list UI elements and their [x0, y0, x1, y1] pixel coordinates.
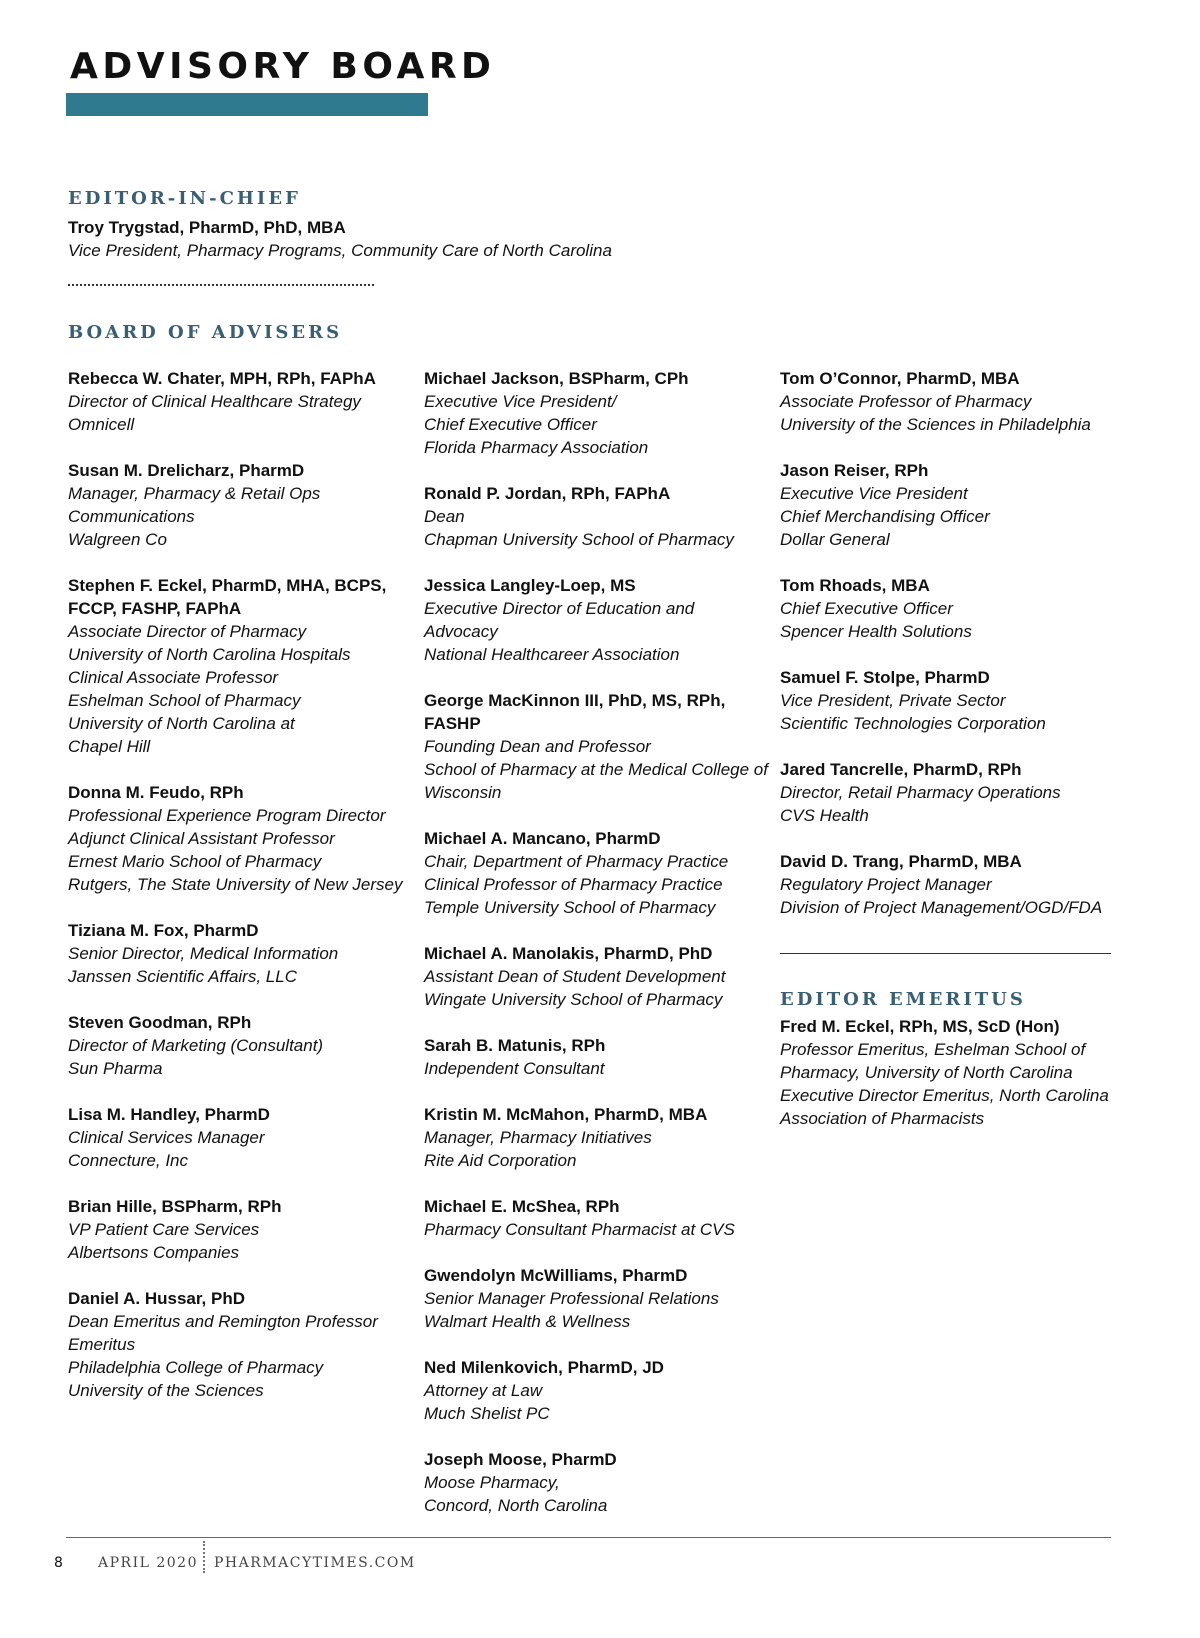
adviser-role: Philadelphia College of Pharmacy: [68, 1358, 324, 1377]
adviser-entry: [424, 574, 769, 666]
footer-separator: [203, 1541, 205, 1573]
editor-in-chief-entry: [68, 216, 612, 262]
adviser-role: Associate Professor of Pharmacy: [780, 392, 1032, 411]
adviser-entry: [424, 827, 769, 919]
adviser-name: Sarah B. Matunis, RPh: [424, 1036, 606, 1055]
adviser-entry: [68, 574, 408, 758]
adviser-role: Concord, North Carolina: [424, 1496, 608, 1515]
adviser-entry: [424, 689, 769, 804]
site-url: PHARMACYTIMES.COM: [214, 1555, 416, 1571]
adviser-name: Brian Hille, BSPharm, RPh: [68, 1197, 282, 1216]
adviser-role: Spencer Health Solutions: [780, 622, 972, 641]
adviser-role: Wisconsin: [424, 783, 502, 802]
adviser-role: Clinical Services Manager: [68, 1128, 265, 1147]
editor-emeritus-heading: EDITOR EMERITUS: [780, 989, 1026, 1010]
adviser-name: Michael A. Mancano, PharmD: [424, 829, 661, 848]
adviser-role: Chief Merchandising Officer: [780, 507, 990, 526]
adviser-name: Michael A. Manolakis, PharmD, PhD: [424, 944, 713, 963]
adviser-entry: [68, 919, 408, 988]
advisers-column-2: [424, 367, 769, 1540]
adviser-role: Wingate University School of Pharmacy: [424, 990, 723, 1009]
adviser-entry: [68, 781, 408, 896]
adviser-role: Albertsons Companies: [68, 1243, 240, 1262]
adviser-name: Lisa M. Handley, PharmD: [68, 1105, 270, 1124]
adviser-role: University of North Carolina at: [68, 714, 295, 733]
adviser-entry: [424, 1034, 769, 1080]
adviser-name: Michael Jackson, BSPharm, CPh: [424, 369, 689, 388]
board-of-advisers-heading: BOARD OF ADVISERS: [68, 322, 343, 343]
adviser-role: Janssen Scientific Affairs, LLC: [68, 967, 297, 986]
adviser-role: CVS Health: [780, 806, 869, 825]
editor-emeritus-name: Fred M. Eckel, RPh, MS, ScD (Hon): [780, 1017, 1060, 1036]
adviser-name: Jared Tancrelle, PharmD, RPh: [780, 760, 1022, 779]
adviser-role: Rite Aid Corporation: [424, 1151, 577, 1170]
adviser-role: Scientific Technologies Corporation: [780, 714, 1046, 733]
adviser-name: Jessica Langley-Loep, MS: [424, 576, 636, 595]
adviser-entry: [424, 1448, 769, 1517]
adviser-role: Executive Director of Education and Advocacy: [424, 599, 695, 641]
adviser-role: Director of Marketing (Consultant): [68, 1036, 324, 1055]
editor-in-chief-name: Troy Trygstad, PharmD, PhD, MBA: [68, 218, 346, 237]
adviser-role: Florida Pharmacy Association: [424, 438, 649, 457]
adviser-name: Susan M. Drelicharz, PharmD: [68, 461, 305, 480]
adviser-role: Temple University School of Pharmacy: [424, 898, 716, 917]
adviser-role: School of Pharmacy at the Medical College of: [424, 760, 768, 779]
adviser-name: Steven Goodman, RPh: [68, 1013, 252, 1032]
adviser-role: Chief Executive Officer: [780, 599, 953, 618]
adviser-entry: [424, 1195, 769, 1241]
adviser-name: Gwendolyn McWilliams, PharmD: [424, 1266, 688, 1285]
adviser-entry: [68, 1011, 408, 1080]
issue-date: APRIL 2020: [98, 1555, 198, 1571]
adviser-role: Executive Vice President: [780, 484, 968, 503]
adviser-role: Senior Manager Professional Relations: [424, 1289, 719, 1308]
editor-emeritus-role: Professor Emeritus, Eshelman School of: [780, 1040, 1086, 1059]
editor-emeritus-role: Association of Pharmacists: [780, 1109, 985, 1128]
footer-rule: [66, 1537, 1111, 1538]
adviser-role: Omnicell: [68, 415, 135, 434]
adviser-role: Director, Retail Pharmacy Operations: [780, 783, 1061, 802]
adviser-role: Sun Pharma: [68, 1059, 163, 1078]
adviser-role: VP Patient Care Services: [68, 1220, 260, 1239]
adviser-entry: [424, 1264, 769, 1333]
adviser-entry: [68, 1287, 408, 1402]
adviser-role: Chapel Hill: [68, 737, 151, 756]
adviser-role: University of North Carolina Hospitals: [68, 645, 351, 664]
adviser-name: David D. Trang, PharmD, MBA: [780, 852, 1022, 871]
adviser-name: Tom O’Connor, PharmD, MBA: [780, 369, 1020, 388]
title-accent-bar: [66, 93, 428, 116]
adviser-role: Associate Director of Pharmacy: [68, 622, 307, 641]
adviser-role: Pharmacy Consultant Pharmacist at CVS: [424, 1220, 735, 1239]
adviser-role: Connecture, Inc: [68, 1151, 189, 1170]
adviser-entry: [780, 666, 1120, 735]
adviser-role: Moose Pharmacy,: [424, 1473, 560, 1492]
adviser-role: Founding Dean and Professor: [424, 737, 651, 756]
editor-emeritus-entry: [780, 1015, 1120, 1130]
advisers-column-1: [68, 367, 408, 1425]
adviser-name: Donna M. Feudo, RPh: [68, 783, 244, 802]
adviser-role: Chair, Department of Pharmacy Practice: [424, 852, 729, 871]
adviser-role: Senior Director, Medical Information: [68, 944, 339, 963]
adviser-entry: [68, 1195, 408, 1264]
adviser-name: Daniel A. Hussar, PhD: [68, 1289, 245, 1308]
page-number: 8: [54, 1555, 63, 1571]
adviser-role: Dean: [424, 507, 465, 526]
adviser-role: University of the Sciences: [68, 1381, 264, 1400]
editor-emeritus-role: Executive Director Emeritus, North Carolina: [780, 1086, 1109, 1105]
adviser-entry: [780, 459, 1120, 551]
adviser-entry: [780, 574, 1120, 643]
adviser-role: Professional Experience Program Director: [68, 806, 386, 825]
page-title: ADVISORY BOARD: [70, 46, 496, 87]
adviser-entry: [424, 1103, 769, 1172]
adviser-role: Director of Clinical Healthcare Strategy: [68, 392, 361, 411]
section-divider: [780, 953, 1111, 954]
adviser-role: Clinical Professor of Pharmacy Practice: [424, 875, 723, 894]
adviser-name: Ned Milenkovich, PharmD, JD: [424, 1358, 664, 1377]
adviser-role: Executive Vice President/: [424, 392, 617, 411]
adviser-name: Rebecca W. Chater, MPH, RPh, FAPhA: [68, 369, 376, 388]
adviser-name: Kristin M. McMahon, PharmD, MBA: [424, 1105, 708, 1124]
adviser-entry: [780, 758, 1120, 827]
adviser-role: Regulatory Project Manager: [780, 875, 992, 894]
dotted-divider: [68, 284, 374, 286]
adviser-role: Adjunct Clinical Assistant Professor: [68, 829, 335, 848]
adviser-role: Clinical Associate Professor: [68, 668, 279, 687]
adviser-role: Manager, Pharmacy Initiatives: [424, 1128, 652, 1147]
adviser-name: Samuel F. Stolpe, PharmD: [780, 668, 990, 687]
adviser-name: Tom Rhoads, MBA: [780, 576, 930, 595]
adviser-name: George MacKinnon III, PhD, MS, RPh, FASHP: [424, 691, 726, 733]
adviser-entry: [68, 459, 408, 551]
adviser-role: Ernest Mario School of Pharmacy: [68, 852, 322, 871]
adviser-role: Walgreen Co: [68, 530, 167, 549]
adviser-role: Eshelman School of Pharmacy: [68, 691, 301, 710]
editor-emeritus-role: Pharmacy, University of North Carolina: [780, 1063, 1073, 1082]
adviser-role: Assistant Dean of Student Development: [424, 967, 726, 986]
adviser-name: Joseph Moose, PharmD: [424, 1450, 617, 1469]
adviser-role: Chapman University School of Pharmacy: [424, 530, 734, 549]
adviser-role: Division of Project Management/OGD/FDA: [780, 898, 1103, 917]
adviser-role: Walmart Health & Wellness: [424, 1312, 631, 1331]
adviser-role: Independent Consultant: [424, 1059, 605, 1078]
adviser-role: Much Shelist PC: [424, 1404, 550, 1423]
adviser-entry: [424, 482, 769, 551]
adviser-entry: [780, 367, 1120, 436]
advisers-column-3: [780, 367, 1120, 942]
adviser-role: University of the Sciences in Philadelphia: [780, 415, 1091, 434]
adviser-role: Attorney at Law: [424, 1381, 543, 1400]
adviser-entry: [424, 942, 769, 1011]
editor-in-chief-heading: EDITOR-IN-CHIEF: [68, 188, 301, 209]
adviser-role: Dean Emeritus and Remington Professor: [68, 1312, 378, 1331]
adviser-name: Ronald P. Jordan, RPh, FAPhA: [424, 484, 671, 503]
adviser-role: Rutgers, The State University of New Jersey: [68, 875, 403, 894]
adviser-entry: [68, 1103, 408, 1172]
adviser-role: Chief Executive Officer: [424, 415, 597, 434]
adviser-role: Vice President, Private Sector: [780, 691, 1006, 710]
adviser-role: Dollar General: [780, 530, 890, 549]
adviser-entry: [780, 850, 1120, 919]
adviser-entry: [424, 367, 769, 459]
adviser-name: Stephen F. Eckel, PharmD, MHA, BCPS, FCCP, FASHP, FAPhA: [68, 576, 387, 618]
adviser-role: Communications: [68, 507, 195, 526]
adviser-name: Tiziana M. Fox, PharmD: [68, 921, 259, 940]
editor-in-chief-role: Vice President, Pharmacy Programs, Community Care of North Carolina: [68, 241, 612, 260]
adviser-name: Michael E. McShea, RPh: [424, 1197, 620, 1216]
adviser-entry: [424, 1356, 769, 1425]
adviser-name: Jason Reiser, RPh: [780, 461, 929, 480]
adviser-role: Emeritus: [68, 1335, 136, 1354]
adviser-entry: [68, 367, 408, 436]
adviser-role: National Healthcareer Association: [424, 645, 680, 664]
adviser-role: Manager, Pharmacy & Retail Ops: [68, 484, 321, 503]
